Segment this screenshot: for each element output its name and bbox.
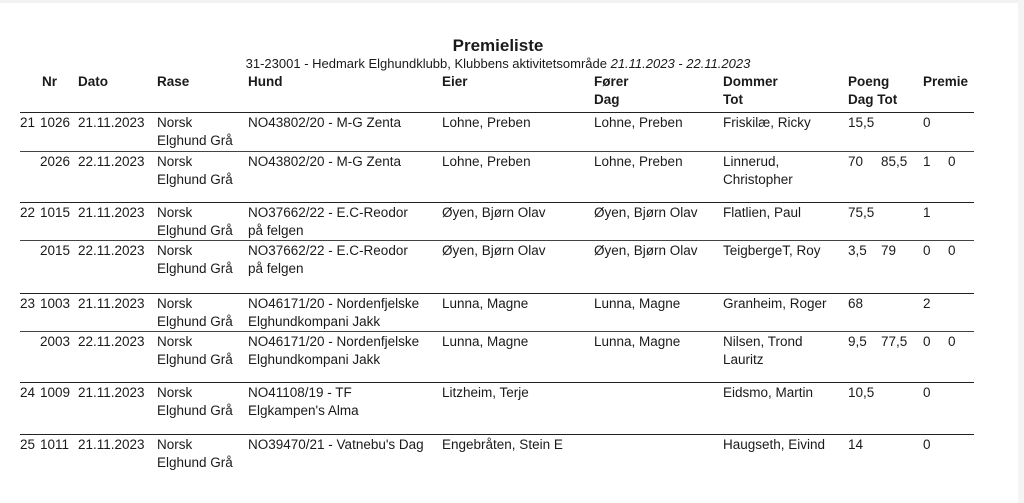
table-header: [20, 73, 974, 113]
row-hund-line2: på felgen: [248, 223, 304, 238]
row-rase-line2: Elghund Grå: [157, 133, 233, 148]
row-hund: [248, 436, 424, 454]
row-hund: [248, 114, 401, 132]
row-start-id: 2003: [40, 334, 71, 349]
row-rase-line2: Elghund Grå: [157, 314, 233, 329]
group-divider: [20, 434, 974, 435]
row-premie: 1: [923, 154, 931, 169]
row-eier: Øyen, Bjørn Olav: [442, 205, 546, 220]
row-divider: [20, 151, 974, 152]
row-poeng-dag: 3,5: [848, 243, 867, 258]
header-rase: Rase: [157, 74, 190, 89]
row-hund-line2: Elgkampen's Alma: [248, 403, 359, 418]
row-premie: 0: [923, 115, 931, 130]
row-start-id: 1003: [40, 296, 71, 311]
row-hund-line2: på felgen: [248, 261, 304, 276]
document-title: Premieliste: [452, 36, 544, 55]
row-hund-line2: Elghundkompani Jakk: [248, 352, 381, 367]
row-hund-line1: NO39470/21 - Vatnebu's Dag: [248, 437, 424, 452]
row-dommer: [723, 204, 801, 222]
row-hund-line1: NO43802/20 - M-G Zenta: [248, 154, 402, 169]
group-divider: [20, 202, 974, 203]
row-dato: 21.11.2023: [78, 385, 145, 400]
row-divider: [20, 331, 974, 332]
row-poeng-tot: 79: [881, 243, 897, 258]
row-hund: [248, 242, 408, 278]
row-rase-line1: Norsk: [157, 437, 193, 452]
header-poeng-line1: Poeng: [848, 74, 890, 89]
row-start-id: 2026: [40, 154, 71, 169]
row-dommer: [723, 333, 803, 369]
row-nr: 24: [20, 385, 36, 400]
table-row: [20, 242, 974, 280]
row-premie: 2: [923, 296, 931, 311]
row-hund: [248, 333, 419, 369]
header-forer: [594, 73, 629, 109]
row-rase: [157, 204, 233, 240]
row-eier: Øyen, Bjørn Olav: [442, 243, 546, 258]
row-rase: [157, 333, 233, 369]
row-forer: Øyen, Bjørn Olav: [594, 205, 698, 220]
row-dato: 22.11.2023: [78, 334, 145, 349]
table-row: [20, 114, 974, 152]
row-premie: 0: [923, 334, 931, 349]
row-dommer-line1: Eidsmo, Martin: [723, 385, 814, 400]
row-eier: Lohne, Preben: [442, 154, 531, 169]
row-dommer: [723, 242, 821, 260]
row-rase-line2: Elghund Grå: [157, 403, 233, 418]
row-hund-line1: NO43802/20 - M-G Zenta: [248, 115, 402, 130]
row-rase-line1: Norsk: [157, 385, 193, 400]
row-hund-line1: NO37662/22 - E.C-Reodor: [248, 243, 408, 258]
row-eier: Litzheim, Terje: [442, 385, 529, 400]
row-rase: [157, 242, 233, 278]
subtitle-club: 31-23001 - Hedmark Elghundklubb, Klubbens aktivitetsområde: [245, 56, 607, 71]
row-rase-line1: Norsk: [157, 334, 193, 349]
table-row: [20, 436, 974, 474]
row-rase: [157, 295, 233, 331]
row-premie: 0: [923, 385, 931, 400]
row-rase-line2: Elghund Grå: [157, 261, 233, 276]
table-row: [20, 295, 974, 333]
row-rase: [157, 114, 233, 150]
table-row: [20, 204, 974, 242]
row-poeng-dag: 70: [848, 154, 864, 169]
row-start-id: 1026: [40, 115, 71, 130]
row-hund-line1: NO37662/22 - E.C-Reodor: [248, 205, 408, 220]
row-dommer-line1: Friskilæ, Ricky: [723, 115, 811, 130]
row-dommer: [723, 436, 825, 454]
group-divider: [20, 293, 974, 294]
header-dommer-line2: Tot: [723, 92, 743, 107]
header-forer-line2: Dag: [594, 92, 620, 107]
row-hund: [248, 204, 408, 240]
row-premie: 0: [923, 243, 931, 258]
row-poeng-dag: 68: [848, 296, 864, 311]
table-row: [20, 384, 974, 422]
row-hund-line2: Elghundkompani Jakk: [248, 314, 381, 329]
row-rase-line1: Norsk: [157, 205, 193, 220]
row-hund-line1: NO41108/19 - TF: [248, 385, 352, 400]
row-dommer: [723, 153, 793, 189]
row-forer: Lunna, Magne: [594, 334, 681, 349]
row-dommer-line2: Lauritz: [723, 352, 764, 367]
row-rase: [157, 153, 233, 189]
row-forer: Lohne, Preben: [594, 115, 683, 130]
row-hund: [248, 153, 401, 171]
row-dommer: [723, 384, 813, 402]
header-poeng-line2: [848, 91, 897, 109]
header-nr: Nr: [42, 74, 58, 89]
header-poeng-tot: Tot: [877, 92, 898, 107]
row-rase-line1: Norsk: [157, 243, 193, 258]
row-dato: 21.11.2023: [78, 296, 145, 311]
row-hund: [248, 384, 359, 420]
row-rase-line2: Elghund Grå: [157, 455, 233, 470]
row-forer: Lohne, Preben: [594, 154, 683, 169]
row-poeng-tot: 85,5: [881, 154, 908, 169]
header-dommer: [723, 73, 778, 109]
row-dommer-line1: Linnerud,: [723, 154, 780, 169]
row-rase: [157, 436, 233, 472]
header-eier: Eier: [442, 74, 468, 89]
row-nr: 22: [20, 205, 36, 220]
row-start-id: 1011: [40, 437, 70, 452]
row-dato: 21.11.2023: [78, 437, 145, 452]
row-divider: [20, 240, 974, 241]
row-dommer: [723, 114, 811, 132]
row-eier: Engebråten, Stein E: [442, 437, 563, 452]
row-dato: 22.11.2023: [78, 243, 145, 258]
row-poeng-dag: 75,5: [848, 205, 875, 220]
row-eier: Lunna, Magne: [442, 296, 529, 311]
row-rase-line1: Norsk: [157, 296, 193, 311]
group-divider: [20, 382, 974, 383]
row-poeng-dag: 15,5: [848, 115, 875, 130]
row-nr: 23: [20, 296, 36, 311]
header-poeng: [848, 73, 897, 109]
row-premie-2: 0: [948, 243, 956, 258]
document-subtitle: [0, 56, 996, 71]
row-rase-line2: Elghund Grå: [157, 223, 233, 238]
row-forer: Øyen, Bjørn Olav: [594, 243, 698, 258]
header-premie: Premie: [923, 74, 969, 89]
subtitle-dates: 21.11.2023 - 22.11.2023: [610, 56, 751, 71]
row-rase-line1: Norsk: [157, 154, 193, 169]
row-premie-2: 0: [948, 334, 956, 349]
row-dommer-line1: Nilsen, Trond: [723, 334, 803, 349]
header-hund: Hund: [248, 74, 283, 89]
row-poeng-dag: 10,5: [848, 385, 875, 400]
row-dommer-line1: Flatlien, Paul: [723, 205, 802, 220]
row-nr: 25: [20, 437, 36, 452]
header-dato: Dato: [78, 74, 108, 89]
row-hund-line1: NO46171/20 - Nordenfjelske: [248, 334, 420, 349]
row-premie: 1: [923, 205, 931, 220]
row-rase: [157, 384, 233, 420]
row-hund-line1: NO46171/20 - Nordenfjelske: [248, 296, 420, 311]
row-poeng-dag: 14: [848, 437, 864, 452]
row-hund: [248, 295, 419, 331]
row-poeng-dag: 9,5: [848, 334, 867, 349]
row-dommer-line1: TeigbergeT, Roy: [723, 243, 821, 258]
header-dommer-line1: Dommer: [723, 74, 778, 89]
row-start-id: 1015: [40, 205, 71, 220]
row-dato: 22.11.2023: [78, 154, 145, 169]
header-forer-line1: Fører: [594, 74, 629, 89]
row-forer: Lunna, Magne: [594, 296, 681, 311]
row-premie: 0: [923, 437, 931, 452]
row-dommer-line1: Haugseth, Eivind: [723, 437, 826, 452]
row-rase-line1: Norsk: [157, 115, 193, 130]
row-dommer: [723, 295, 827, 313]
table-row: [20, 333, 974, 371]
row-eier: Lohne, Preben: [442, 115, 531, 130]
header-rule: [20, 112, 974, 113]
row-eier: Lunna, Magne: [442, 334, 529, 349]
row-rase-line2: Elghund Grå: [157, 352, 233, 367]
row-start-id: 2015: [40, 243, 71, 258]
row-dato: 21.11.2023: [78, 115, 145, 130]
row-rase-line2: Elghund Grå: [157, 172, 233, 187]
row-dato: 21.11.2023: [78, 205, 145, 220]
row-dommer-line2: Christopher: [723, 172, 793, 187]
right-edge-shade: [1018, 0, 1024, 503]
row-poeng-tot: 77,5: [881, 334, 908, 349]
row-start-id: 1009: [40, 385, 71, 400]
table-row: [20, 153, 974, 191]
row-dommer-line1: Granheim, Roger: [723, 296, 827, 311]
row-premie-2: 0: [948, 154, 956, 169]
top-border: [0, 0, 1024, 3]
header-poeng-dag: Dag: [848, 92, 874, 107]
row-nr: 21: [20, 115, 36, 130]
